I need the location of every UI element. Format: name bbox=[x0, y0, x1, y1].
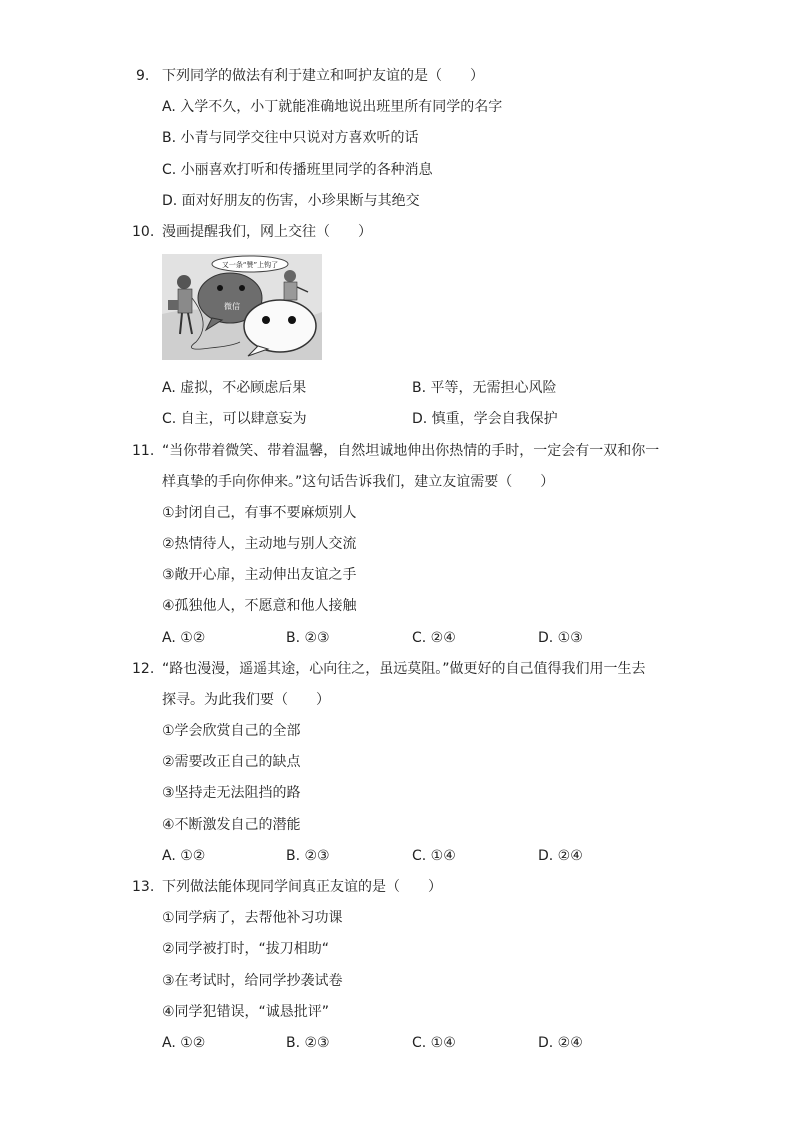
option-c: C. ②④ bbox=[412, 630, 456, 646]
question-stem: 漫画提醒我们，网上交往（ ） bbox=[162, 224, 372, 240]
statement-item: ②需要改正自己的缺点 bbox=[162, 754, 301, 770]
option-b: B. 平等，无需担心风险 bbox=[412, 380, 557, 396]
question-number: 12. bbox=[132, 661, 155, 677]
statement-item: ③敞开心扉，主动伸出友谊之手 bbox=[162, 567, 357, 583]
option-b: B. 小青与同学交往中只说对方喜欢听的话 bbox=[162, 130, 419, 146]
option-b: B. ②③ bbox=[286, 630, 330, 646]
option-c: C. ①④ bbox=[412, 848, 456, 864]
statement-item: ③坚持走无法阻挡的路 bbox=[162, 785, 301, 801]
option-a: A. 入学不久，小丁就能准确地说出班里所有同学的名字 bbox=[162, 99, 503, 115]
statement-item: ②热情待人，主动地与别人交流 bbox=[162, 536, 357, 552]
question-stem: “当你带着微笑、带着温馨，自然坦诚地伸出你热情的手时，一定会有一双和你一 bbox=[162, 443, 660, 459]
statement-item: ③在考试时，给同学抄袭试卷 bbox=[162, 973, 343, 989]
option-c: C. 自主，可以肆意妄为 bbox=[162, 411, 307, 427]
statement-item: ④孤独他人，不愿意和他人接触 bbox=[162, 598, 357, 614]
question-number: 11. bbox=[132, 443, 155, 459]
option-b: B. ②③ bbox=[286, 1035, 330, 1051]
option-d: D. 面对好朋友的伤害，小珍果断与其绝交 bbox=[162, 193, 420, 209]
option-b: B. ②③ bbox=[286, 848, 330, 864]
option-d: D. 慎重，学会自我保护 bbox=[412, 411, 558, 427]
question-stem: 下列同学的做法有利于建立和呵护友谊的是（ ） bbox=[162, 68, 484, 84]
option-a: A. ①② bbox=[162, 848, 206, 864]
option-c: C. ①④ bbox=[412, 1035, 456, 1051]
question-stem: 样真挚的手向你伸来。”这句话告诉我们，建立友谊需要（ ） bbox=[162, 474, 555, 490]
option-a: A. 虚拟，不必顾虑后果 bbox=[162, 380, 307, 396]
cartoon-image bbox=[162, 254, 322, 360]
question-stem: 下列做法能体现同学间真正友谊的是（ ） bbox=[162, 879, 442, 895]
statement-item: ②同学被打时，“拔刀相助“ bbox=[162, 941, 330, 957]
statement-item: ①封闭自己，有事不要麻烦别人 bbox=[162, 505, 357, 521]
option-c: C. 小丽喜欢打听和传播班里同学的各种消息 bbox=[162, 162, 433, 178]
question-stem: 探寻。为此我们要（ ） bbox=[162, 692, 330, 708]
statement-item: ④不断激发自己的潜能 bbox=[162, 817, 301, 833]
option-d: D. ①③ bbox=[538, 630, 583, 646]
question-number: 9. bbox=[136, 68, 150, 84]
option-a: A. ①② bbox=[162, 1035, 206, 1051]
option-d: D. ②④ bbox=[538, 848, 583, 864]
bubble-top-text: 又一条“赞”上钩了 bbox=[221, 261, 279, 269]
question-stem: “路也漫漫，遥遥其途，心向往之，虽远莫阻。”做更好的自己值得我们用一生去 bbox=[162, 661, 646, 677]
option-a: A. ①② bbox=[162, 630, 206, 646]
question-number: 13. bbox=[132, 879, 155, 895]
statement-item: ①同学病了，去帮他补习功课 bbox=[162, 910, 343, 926]
bubble-label: 微信 bbox=[224, 302, 240, 311]
question-number: 10. bbox=[132, 224, 155, 240]
option-d: D. ②④ bbox=[538, 1035, 583, 1051]
statement-item: ①学会欣赏自己的全部 bbox=[162, 723, 301, 739]
statement-item: ④同学犯错误，“诚恳批评” bbox=[162, 1004, 330, 1020]
